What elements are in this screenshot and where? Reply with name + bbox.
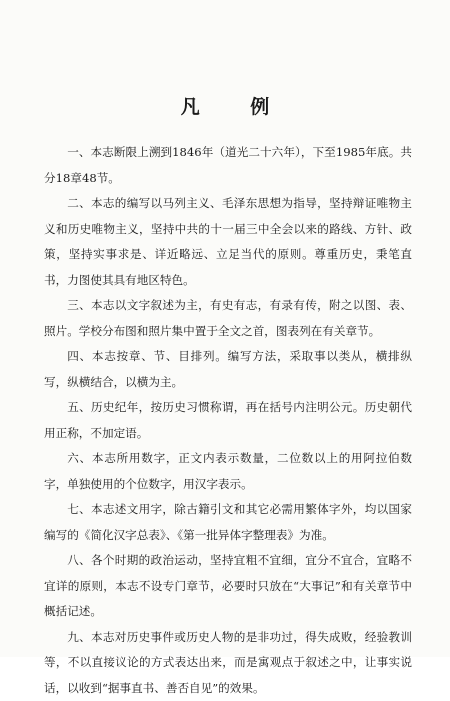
paragraph-9: 九、本志对历史事件或历史人物的是非功过，得失成败，经验教训等，不以直接议论的方式表达出来，而是寓观点于叙述之中，让事实说话，以收到“据事直书、善否自见”的效果。 <box>44 625 412 701</box>
paragraph-4: 四、本志按章、节、目排列。编写方法，采取事以类从，横排纵写，纵横结合，以横为主。 <box>44 344 412 395</box>
paragraph-7: 七、本志述文用字，除古籍引文和其它必需用繁体字外，均以国家编写的《简化汉字总表》、《第一批异体字整理表》为准。 <box>44 497 412 548</box>
document-body <box>44 140 412 701</box>
paragraph-5: 五、历史纪年，按历史习惯称谓，再在括号内注明公元。历史朝代用正称，不加定语。 <box>44 395 412 446</box>
paragraph-2: 二、本志的编写以马列主义、毛泽东思想为指导，坚持辩证唯物主义和历史唯物主义，坚持中共的十一届三中全会以来的路线、方针、政策，坚持实事求是、详近略远、立足当代的原则。尊重历史，秉笔直书，力图使其具有地区特色。 <box>44 191 412 293</box>
paragraph-6: 六、本志所用数字，正文内表示数量，二位数以上的用阿拉伯数字，单独使用的个位数字，用汉字表示。 <box>44 446 412 497</box>
paragraph-8: 八、各个时期的政治运动，坚持宜粗不宜细，宜分不宜合，宜略不宜详的原则，本志不设专门章节，必要时只放在“大事记”和有关章节中概括记述。 <box>44 548 412 625</box>
page-title: 凡 例 <box>0 92 450 119</box>
paragraph-3: 三、本志以文字叙述为主，有史有志，有录有传，附之以图、表、照片。学校分布图和照片集中置于全文之首，图表列在有关章节。 <box>44 293 412 344</box>
paragraph-1: 一、本志断限上溯到1846年（道光二十六年），下至1985年底。共分18章48节。 <box>44 140 412 191</box>
